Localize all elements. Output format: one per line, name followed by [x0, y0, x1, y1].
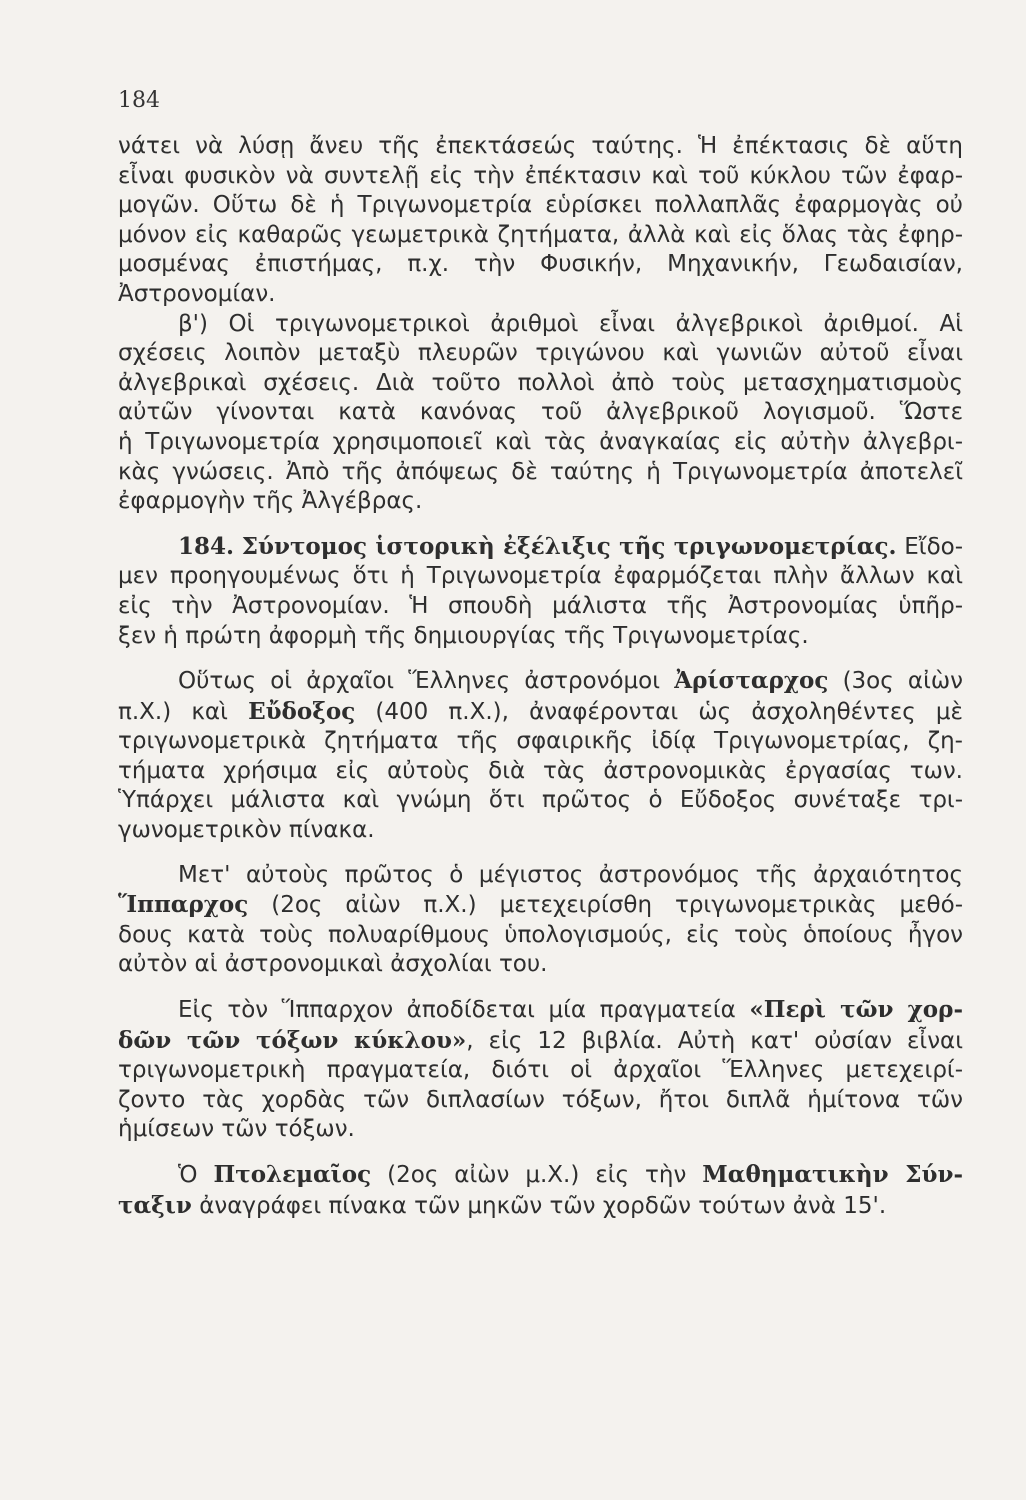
- name-eudoxus: Εὔδοξος: [248, 697, 356, 725]
- text-line: μεν προηγουμένως ὅτι ἡ Τριγωνομετρία ἐφαρμόζεται πλὴν ἄλλων καὶ: [118, 563, 963, 590]
- paragraph-lines: [118, 921, 963, 980]
- text-line: τριγωνομετρικὰ ζητήματα τῆς σφαιρικῆς ἰδίᾳ Τριγωνομετρίας, ζη-: [118, 728, 963, 755]
- text-line: νάτει νὰ λύσῃ ἄνευ τῆς ἐπεκτάσεώς ταύτης. Ἡ ἐπέκτασις δὲ αὕτη: [118, 133, 963, 159]
- paragraph-hipparchus: [118, 861, 963, 980]
- text-line: ξεν ἡ πρώτη ἀφορμὴ τῆς δημιουργίας τῆς Τριγωνομετρίας.: [118, 622, 809, 649]
- treatise-title: «Περὶ τῶν χορ-: [749, 996, 963, 1024]
- text-line: τήματα χρήσιμα εἰς αὐτοὺς διὰ τὰς ἀστρονομικὰς ἐργασίας των.: [118, 757, 963, 784]
- text-line: β') Οἱ τριγωνομετρικοὶ ἀριθμοὶ εἶναι ἀλγεβρικοὶ ἀριθμοί. Αἱ: [178, 310, 963, 337]
- text-line: εἰς τὴν Ἀστρονομίαν. Ἡ σπουδὴ μάλιστα τῆς Ἀστρονομίας ὑπῆρ-: [118, 592, 963, 619]
- text-line: ζοντο τὰς χορδὰς τῶν διπλασίων τόξων, ἤτοι διπλᾶ ἡμίτονα τῶν: [118, 1086, 963, 1113]
- text-line: Μετ' αὐτοὺς πρῶτος ὁ μέγιστος ἀστρονόμος τῆς ἀρχαιότητος: [178, 861, 963, 888]
- section-heading-line: [118, 532, 963, 563]
- text-line: σχέσεις λοιπὸν μεταξὺ πλευρῶν τριγώνου καὶ γωνιῶν αὐτοῦ εἶναι: [118, 340, 963, 367]
- text-line: δους κατὰ τοὺς πολυαρίθμους ὑπολογισμούς, εἰς τοὺς ὁποίους ἦγον: [118, 921, 963, 948]
- text-line: Ὁ Πτολεμαῖος (2ος αἰὼν μ.Χ.) εἰς τὴν Μαθηματικὴν Σύν-: [178, 1161, 963, 1188]
- section-title: Σύντομος ἱστορικὴ ἐξέλιξις τῆς τριγωνομετρίας.: [241, 532, 897, 560]
- text-line: κὰς γνώσεις. Ἀπὸ τῆς ἀπόψεως δὲ ταύτης ἡ Τριγωνομετρία ἀποτελεῖ: [118, 458, 963, 485]
- text-line: αὐτὸν αἱ ἀστρονομικαὶ ἀσχολίαι του.: [118, 951, 548, 978]
- section-number: 184.: [178, 532, 235, 560]
- text-line: δῶν τῶν τόξων κύκλου», εἰς 12 βιβλία. Αὐτὴ κατ' οὐσίαν εἶναι: [118, 1026, 963, 1054]
- name-aristarchus: Ἀρίσταρχος: [674, 667, 829, 695]
- text-line: ἀλγεβρικαὶ σχέσεις. Διὰ τοῦτο πολλοὶ ἀπὸ τοὺς μετασχηματισμοὺς: [118, 369, 963, 396]
- text-line: ἐφαρμογὴν τῆς Ἀλγέβρας.: [118, 488, 423, 515]
- text-line: ταξιν ἀναγράφει πίνακα τῶν μηκῶν τῶν χορδῶν τούτων ἀνὰ 15'.: [118, 1191, 887, 1219]
- text-line: Ὑπάρχει μάλιστα καὶ γνώμη ὅτι πρῶτος ὁ Εὔδοξος συνέταξε τρι-: [118, 787, 963, 814]
- text-line: εἶναι φυσικὸν νὰ συντελῇ εἰς τὴν ἐπέκτασιν καὶ τοῦ κύκλου τῶν ἐφαρ-: [118, 162, 963, 189]
- text-line: Εἰς τὸν Ἵππαρχον ἀποδίδεται μία πραγματεία «Περὶ τῶν χορ-: [178, 996, 963, 1024]
- section-lines: [118, 562, 963, 651]
- text-line: π.Χ.) καὶ Εὔδοξος (400 π.Χ.), ἀναφέρονται ὡς ἀσχοληθέντες μὲ: [118, 697, 963, 725]
- text-line: ἡ Τριγωνομετρία χρησιμοποιεῖ καὶ τὰς ἀναγκαίας εἰς αὐτὴν ἀλγεβρι-: [118, 428, 963, 455]
- text-line: μοσμένας ἐπιστήμας, π.χ. τὴν Φυσικήν, Μηχανικήν, Γεωδαισίαν,: [118, 251, 963, 278]
- paragraph-chords: [118, 995, 963, 1145]
- text-line: ἡμίσεων τῶν τόξων.: [118, 1116, 355, 1143]
- paragraph-intro: [118, 132, 963, 517]
- paragraph-lines: [118, 727, 963, 845]
- section-184: [118, 532, 963, 651]
- text-line: Ἀστρονομίαν.: [118, 280, 276, 307]
- text-line: Οὕτως οἱ ἀρχαῖοι Ἕλληνες ἀστρονόμοι Ἀρίσταρχος (3ος αἰὼν: [178, 667, 963, 695]
- text-line: αὐτῶν γίνονται κατὰ κανόνας τοῦ ἀλγεβρικοῦ λογισμοῦ. Ὥστε: [118, 399, 963, 426]
- text-line: Ἵππαρχος (2ος αἰὼν π.Χ.) μετεχειρίσθη τριγωνομετρικὰς μεθό-: [118, 891, 963, 919]
- paragraph-lines: [118, 1056, 963, 1145]
- paragraph-ptolemy: [118, 1160, 963, 1221]
- work-title-cont: ταξιν: [118, 1191, 192, 1219]
- work-title: Μαθηματικὴν Σύν-: [702, 1161, 963, 1188]
- name-ptolemy: Πτολεμαῖος: [213, 1161, 372, 1188]
- text-line: μόνον εἰς καθαρῶς γεωμετρικὰ ζητήματα, ἀλλὰ καὶ εἰς ὅλας τὰς ἐφηρ-: [118, 221, 963, 248]
- body-text: [118, 132, 963, 1221]
- treatise-title-cont: δῶν τῶν τόξων κύκλου»: [118, 1026, 467, 1054]
- text-line: τριγωνομετρικὴ πραγματεία, διότι οἱ ἀρχαῖοι Ἕλληνες μετεχειρί-: [118, 1057, 963, 1084]
- paragraph-aristarchus: [118, 666, 963, 846]
- section-heading-tail: Εἴδο-: [904, 533, 964, 560]
- text-line: γωνομετρικὸν πίνακα.: [118, 817, 375, 844]
- name-hipparchus: Ἵππαρχος: [118, 891, 249, 919]
- page-number: 184: [118, 88, 160, 113]
- text-line: μογῶν. Οὕτω δὲ ἡ Τριγωνομετρία εὑρίσκει πολλαπλᾶς ἐφαρμογὰς οὐ: [118, 192, 963, 219]
